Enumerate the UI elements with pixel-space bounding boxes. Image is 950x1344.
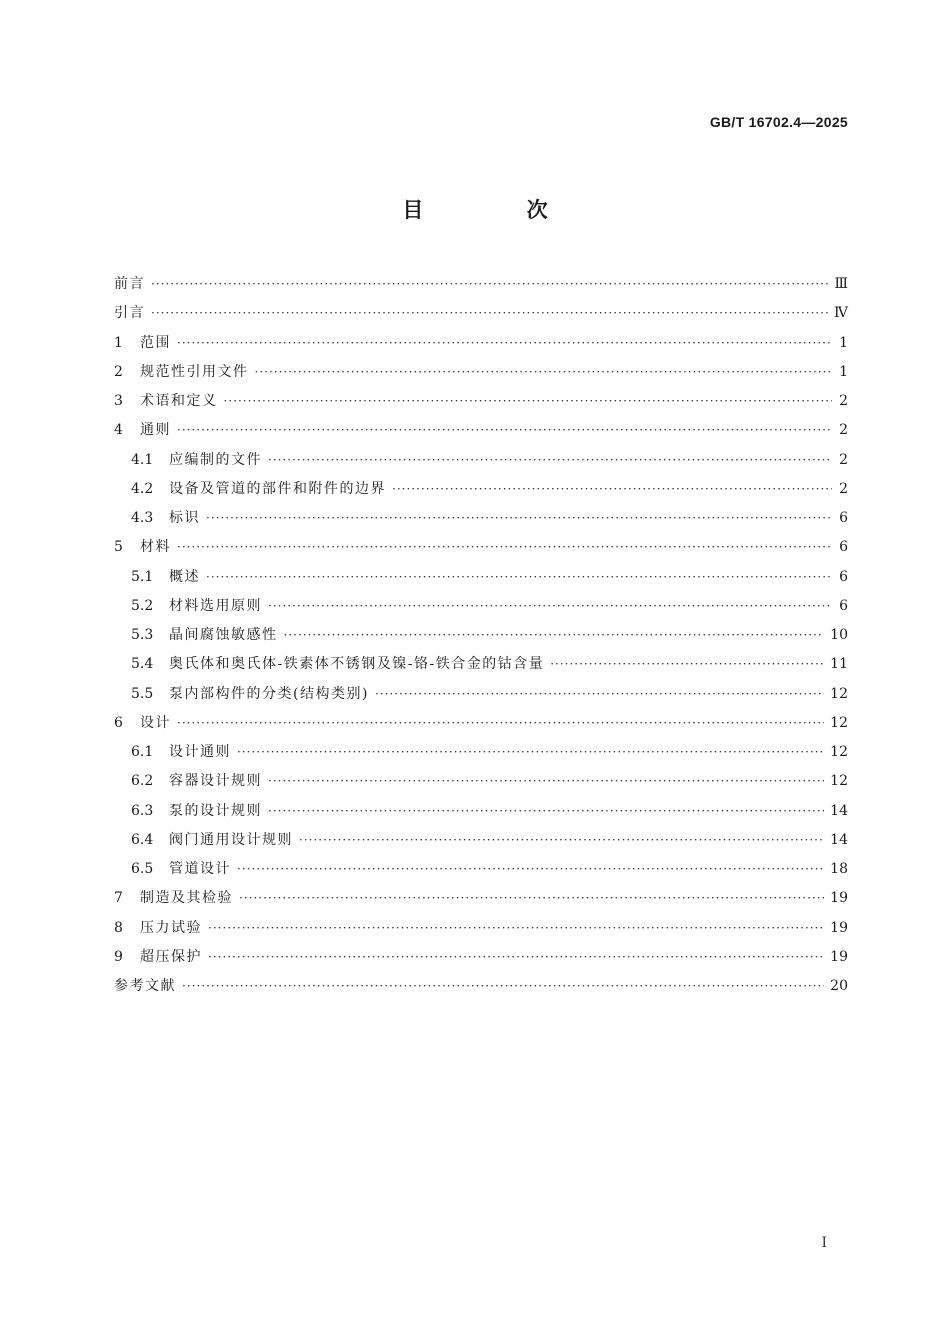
toc-entry-page: 11 bbox=[830, 656, 848, 673]
toc-dot-leader bbox=[237, 855, 824, 884]
toc-entry[interactable] bbox=[114, 797, 848, 826]
toc-entry-page: 14 bbox=[830, 831, 848, 848]
toc-entry[interactable] bbox=[114, 504, 848, 533]
toc-entry-page: 19 bbox=[830, 919, 848, 936]
toc-entry-page: 6 bbox=[839, 568, 848, 585]
toc-entry[interactable] bbox=[114, 475, 848, 504]
toc-dot-leader bbox=[208, 914, 824, 943]
toc-entry-page: 12 bbox=[830, 773, 848, 790]
toc-dot-leader bbox=[151, 270, 828, 299]
toc-entry[interactable] bbox=[114, 416, 848, 445]
toc-entry-page: 12 bbox=[830, 744, 848, 760]
toc-entry-number: 5.3 bbox=[131, 627, 154, 643]
toc-entry-page: 2 bbox=[839, 422, 848, 439]
toc-entry-label: 超压保护 bbox=[140, 948, 202, 965]
toc-entry-label: 泵的设计规则 bbox=[169, 802, 262, 819]
toc-entry[interactable] bbox=[114, 446, 848, 475]
toc-entry-label: 容器设计规则 bbox=[169, 773, 262, 790]
toc-entry-number: 4 bbox=[114, 422, 123, 439]
toc-entry-page: 14 bbox=[830, 802, 848, 819]
toc-entry-number: 6.3 bbox=[131, 802, 154, 819]
toc-dot-leader bbox=[284, 621, 825, 650]
toc-entry[interactable] bbox=[114, 533, 848, 562]
toc-entry[interactable] bbox=[114, 299, 848, 328]
toc-entry-number: 6.5 bbox=[131, 861, 154, 877]
toc-entry[interactable] bbox=[114, 826, 848, 855]
toc-entry[interactable] bbox=[114, 387, 848, 416]
toc-dot-leader bbox=[268, 446, 832, 475]
toc-entry-label: 晶间腐蚀敏感性 bbox=[169, 627, 278, 643]
toc-entry-number: 6 bbox=[114, 714, 123, 731]
toc-entry-label: 范围 bbox=[140, 334, 171, 351]
toc-entry-label: 设计 bbox=[140, 714, 171, 731]
toc-dot-leader bbox=[268, 592, 832, 621]
toc-entry-page: 6 bbox=[839, 539, 848, 556]
toc-dot-leader bbox=[182, 972, 824, 1001]
toc-dot-leader bbox=[177, 416, 832, 445]
toc-entry-page: 2 bbox=[839, 451, 848, 468]
toc-entry-label: 阀门通用设计规则 bbox=[169, 831, 293, 848]
toc-dot-leader bbox=[375, 680, 824, 709]
toc-dot-leader bbox=[239, 884, 824, 913]
toc-entry-label: 奥氏体和奥氏体-铁素体不锈钢及镍-铬-铁合金的钴含量 bbox=[169, 656, 545, 673]
table-of-contents bbox=[114, 270, 848, 1001]
toc-entry-number: 6.2 bbox=[131, 773, 154, 790]
toc-entry-number: 6.4 bbox=[131, 831, 154, 848]
toc-entry-number: 5.5 bbox=[131, 685, 154, 702]
toc-entry-page: 2 bbox=[839, 480, 848, 497]
toc-dot-leader bbox=[237, 738, 824, 767]
toc-entry-label: 前言 bbox=[114, 276, 145, 292]
toc-entry-page: 12 bbox=[830, 685, 848, 702]
toc-title: 目 次 bbox=[402, 198, 596, 222]
toc-entry[interactable] bbox=[114, 563, 848, 592]
toc-entry-page: 19 bbox=[830, 948, 848, 965]
toc-entry-number: 5.1 bbox=[131, 568, 154, 585]
toc-entry[interactable] bbox=[114, 767, 848, 796]
toc-entry-label: 管道设计 bbox=[169, 861, 231, 877]
toc-entry-number: 4.1 bbox=[131, 451, 154, 468]
toc-entry-number: 5.4 bbox=[131, 656, 154, 673]
toc-entry-page: 2 bbox=[839, 393, 848, 409]
toc-entry[interactable] bbox=[114, 884, 848, 913]
toc-entry-label: 泵内部构件的分类(结构类别) bbox=[169, 685, 369, 702]
toc-entry-label: 概述 bbox=[169, 568, 200, 585]
toc-dot-leader bbox=[268, 797, 824, 826]
toc-entry-page: 10 bbox=[830, 627, 848, 643]
toc-entry-label: 设备及管道的部件和附件的边界 bbox=[169, 480, 386, 497]
page-number: Ⅰ bbox=[821, 1235, 827, 1251]
toc-entry-number: 3 bbox=[114, 393, 123, 409]
toc-entry-number: 4.2 bbox=[131, 480, 154, 497]
toc-entry-number: 4.3 bbox=[131, 510, 154, 526]
toc-entry[interactable] bbox=[114, 329, 848, 358]
toc-entry-page: 6 bbox=[839, 597, 848, 614]
toc-entry-label: 压力试验 bbox=[140, 919, 202, 936]
toc-dot-leader bbox=[177, 329, 832, 358]
toc-entry-label: 引言 bbox=[114, 305, 145, 322]
toc-entry-number: 7 bbox=[114, 890, 123, 907]
toc-entry-page: Ⅲ bbox=[834, 276, 848, 292]
toc-entry-label: 通则 bbox=[140, 422, 171, 439]
toc-entry[interactable] bbox=[114, 270, 848, 299]
toc-entry[interactable] bbox=[114, 972, 848, 1001]
toc-entry-page: Ⅳ bbox=[834, 305, 848, 322]
toc-dot-leader bbox=[550, 650, 824, 679]
toc-entry[interactable] bbox=[114, 358, 848, 387]
toc-entry-page: 6 bbox=[839, 510, 848, 526]
toc-entry[interactable] bbox=[114, 709, 848, 738]
toc-dot-leader bbox=[208, 943, 824, 972]
toc-entry-label: 材料选用原则 bbox=[169, 597, 262, 614]
toc-entry-page: 20 bbox=[830, 978, 848, 994]
toc-dot-leader bbox=[177, 533, 832, 562]
toc-entry[interactable] bbox=[114, 914, 848, 943]
toc-dot-leader bbox=[177, 709, 824, 738]
toc-entry-page: 1 bbox=[839, 334, 848, 351]
toc-entry-label: 标识 bbox=[169, 510, 200, 526]
toc-entry-page: 1 bbox=[839, 363, 848, 380]
toc-entry-number: 9 bbox=[114, 948, 123, 965]
standard-code: GB/T 16702.4—2025 bbox=[709, 114, 848, 130]
toc-entry[interactable] bbox=[114, 738, 848, 767]
toc-entry-number: 8 bbox=[114, 919, 123, 936]
toc-entry[interactable] bbox=[114, 680, 848, 709]
toc-entry[interactable] bbox=[114, 650, 848, 679]
toc-entry-page: 19 bbox=[830, 890, 848, 907]
toc-entry-label: 材料 bbox=[140, 539, 171, 556]
toc-dot-leader bbox=[255, 358, 833, 387]
toc-entry-page: 18 bbox=[830, 861, 848, 877]
toc-entry-number: 5 bbox=[114, 539, 123, 556]
toc-entry-number: 6.1 bbox=[131, 744, 154, 760]
toc-entry-label: 制造及其检验 bbox=[140, 890, 233, 907]
toc-entry-label: 应编制的文件 bbox=[169, 451, 262, 468]
toc-dot-leader bbox=[299, 826, 824, 855]
toc-entry[interactable] bbox=[114, 621, 848, 650]
toc-entry-page: 12 bbox=[830, 714, 848, 731]
toc-dot-leader bbox=[206, 504, 832, 533]
toc-entry-number: 5.2 bbox=[131, 597, 154, 614]
toc-entry-label: 参考文献 bbox=[114, 978, 176, 994]
toc-entry[interactable] bbox=[114, 855, 848, 884]
toc-entry[interactable] bbox=[114, 592, 848, 621]
toc-dot-leader bbox=[151, 299, 828, 328]
toc-dot-leader bbox=[224, 387, 833, 416]
toc-entry[interactable] bbox=[114, 943, 848, 972]
toc-entry-number: 2 bbox=[114, 363, 123, 380]
toc-dot-leader bbox=[268, 767, 824, 796]
toc-dot-leader bbox=[206, 563, 832, 592]
toc-dot-leader bbox=[392, 475, 832, 504]
toc-entry-label: 规范性引用文件 bbox=[140, 363, 249, 380]
toc-entry-label: 设计通则 bbox=[169, 744, 231, 760]
toc-entry-number: 1 bbox=[114, 334, 123, 351]
toc-entry-label: 术语和定义 bbox=[140, 393, 218, 409]
